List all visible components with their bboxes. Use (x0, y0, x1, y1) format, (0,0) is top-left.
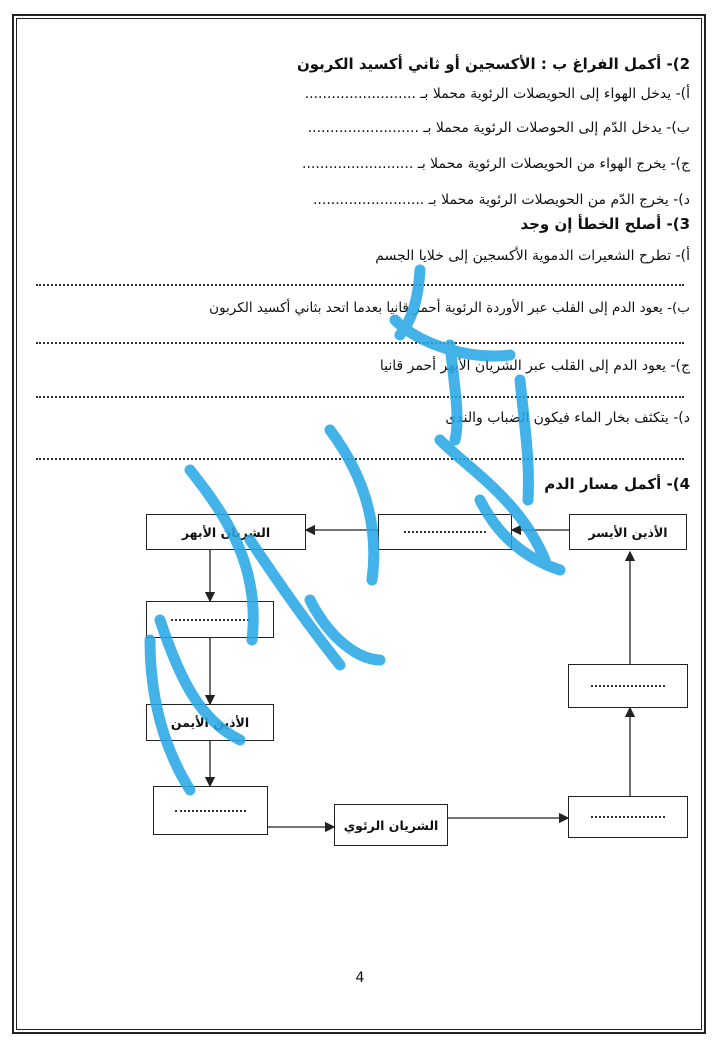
page-number: 4 (355, 970, 365, 986)
q4-title: 4)- أكمل مسار الدم (544, 475, 690, 493)
q2-item-b: ب)- يدخل الدّم إلى الحوصلات الرئوية محملا بـ ......................... (307, 120, 690, 136)
box-pulmonary-artery: الشريان الرئوي (334, 804, 448, 846)
q3-answer-line-d[interactable] (36, 458, 684, 460)
blank-fill (591, 816, 664, 818)
q2-title: 2)- أكمل الفراغ ب : الأكسجين أو ثاني أكسيد الكربون (296, 55, 690, 73)
q3-item-d: د)- يتكثف بخار الماء فيكون الضباب والندى (445, 410, 690, 426)
blank-fill (591, 685, 664, 687)
box-aorta: الشريان الأبهر (146, 514, 306, 550)
q3-item-c: ج)- يعود الدم إلى القلب عبر الشريان الأبهر أحمر قانيا (379, 358, 690, 374)
q2-item-c: ج)- يخرج الهواء من الحويصلات الرئوية محملا بـ ......................... (302, 156, 690, 172)
q2-item-a: أ)- يدخل الهواء إلى الحويصلات الرئوية محملا بـ ......................... (304, 86, 690, 102)
box-blank-3[interactable] (153, 786, 268, 835)
blank-fill (175, 810, 245, 812)
blank-fill (171, 619, 249, 621)
box-right-atrium: الأذين الأيمن (146, 704, 274, 741)
box-left-atrium: الأذين الأيسر (569, 514, 687, 550)
box-blank-5[interactable] (568, 664, 688, 708)
blank-fill (404, 531, 486, 533)
q3-answer-line-a[interactable] (36, 284, 684, 286)
q3-title: 3)- أصلح الخطأ إن وجد (520, 215, 690, 233)
q2-item-d: د)- يخرج الدّم من الحويصلات الرئوية محملا بـ ......................... (312, 192, 690, 208)
q3-answer-line-b[interactable] (36, 342, 684, 344)
q3-item-a: أ)- تطرح الشعيرات الدموية الأكسجين إلى خلايا الجسم (375, 248, 690, 264)
box-blank-4[interactable] (568, 796, 688, 838)
box-blank-2[interactable] (146, 601, 274, 638)
q3-item-b: ب)- يعود الدم إلى القلب عبر الأوردة الرئوية أحمر قانيا بعدما اتحد بثاني أكسيد الكربون (209, 300, 690, 316)
box-blank-1[interactable] (378, 514, 512, 550)
q3-answer-line-c[interactable] (36, 396, 684, 398)
